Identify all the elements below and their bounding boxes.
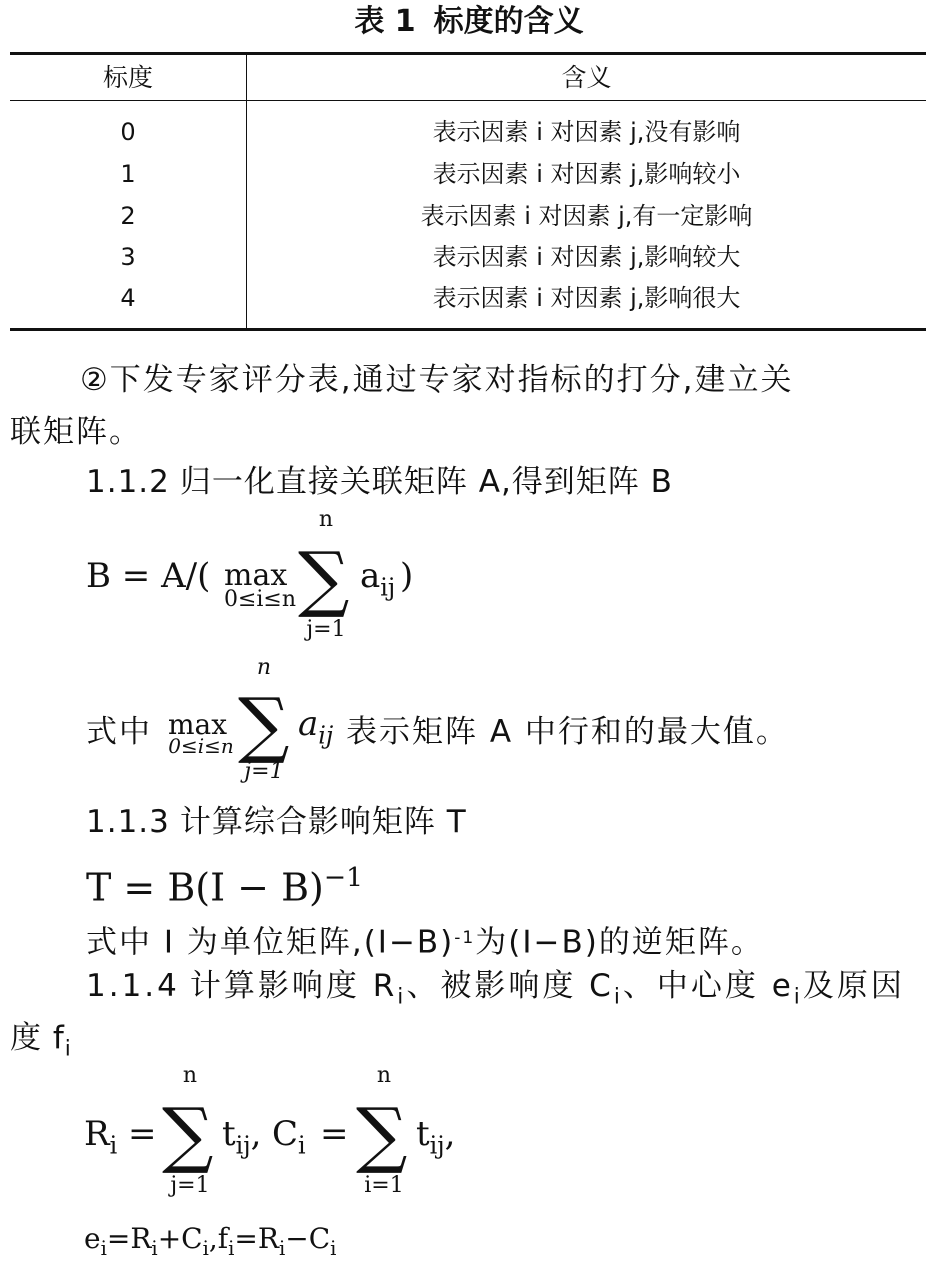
table-header-meaning: 含义 <box>561 63 612 92</box>
subscript: i <box>64 1036 72 1062</box>
subscript: i <box>202 1236 209 1260</box>
term-subscript: ij <box>429 1131 445 1160</box>
subscript: i <box>397 984 407 1010</box>
explanation-text: 式中 I 为单位矩阵,(I−B) <box>86 924 455 961</box>
sum-upper-limit: n <box>318 507 334 532</box>
section-title: 度 f <box>10 1020 65 1056</box>
paragraph-line: 联矩阵。 <box>10 414 142 450</box>
subscript: i <box>100 1236 107 1260</box>
subscript: i <box>278 1236 286 1260</box>
equation-t <box>86 854 363 912</box>
table-cell-meaning: 表示因素 i 对因素 j,影响较小 <box>432 160 741 188</box>
subscript: i <box>330 1236 337 1260</box>
section-title: 归一化直接关联矩阵 A,得到矩阵 B <box>179 464 673 500</box>
paragraph-line: ②下发专家评分表,通过专家对指标的打分,建立关 <box>80 362 794 398</box>
sum-sign: ∑ <box>162 1092 214 1176</box>
r-subscript: i <box>109 1131 118 1160</box>
sum-upper-limit: n <box>376 1063 392 1088</box>
table-top-rule <box>10 52 926 55</box>
table-cell-scale: 0 <box>120 118 136 146</box>
explanation-text: 为(I−B)的逆矩阵。 <box>475 924 764 961</box>
subscript: i <box>151 1236 158 1260</box>
sum-lower-limit: j=1 <box>306 617 346 642</box>
max-subscript: 0≤i≤n <box>168 734 234 758</box>
section-heading-1-1-4 <box>86 964 905 1020</box>
table-cell-meaning: 表示因素 i 对因素 j,有一定影响 <box>420 202 753 230</box>
sum-upper-limit: n <box>256 655 272 680</box>
table-cell-scale: 1 <box>120 160 136 188</box>
table-caption <box>0 2 938 42</box>
table-bottom-rule <box>10 328 926 331</box>
sum-sign: ∑ <box>356 1092 408 1176</box>
section-heading-1-1-3 <box>86 800 467 844</box>
section-title: 、中心度 e <box>622 968 794 1004</box>
section-title: 及原因 <box>802 968 905 1004</box>
equation-text: =R <box>234 1222 279 1255</box>
term-base: a <box>360 556 381 596</box>
sum-term <box>222 1114 261 1165</box>
table-cell-scale: 3 <box>120 243 136 271</box>
comma: , <box>444 1114 456 1154</box>
section-number: 1.1.2 <box>86 464 170 500</box>
sum-upper-limit: n <box>182 1063 198 1088</box>
table-cell-meaning: 表示因素 i 对因素 j,没有影响 <box>432 118 741 146</box>
equation-superscript: −1 <box>323 862 364 893</box>
table-cell-scale: 4 <box>120 284 136 312</box>
equation-text: +C <box>157 1222 203 1255</box>
equals-sign: = <box>128 1114 157 1154</box>
sum-term <box>416 1114 455 1165</box>
subscript: i <box>228 1236 235 1260</box>
table-header-scale: 标度 <box>102 63 153 92</box>
r-symbol: R <box>84 1114 110 1154</box>
section-heading-1-1-2 <box>86 460 673 504</box>
table-cell-meaning: 表示因素 i 对因素 j,影响较大 <box>432 243 741 271</box>
term-base: t <box>222 1114 236 1154</box>
explanation-inverse <box>86 912 764 968</box>
section-title: 、被影响度 C <box>406 968 614 1004</box>
sum-lower-limit: j=1 <box>244 759 284 784</box>
term-subscript: ij <box>318 721 334 750</box>
table-caption-number: 表 1 <box>354 4 416 39</box>
subscript: i <box>793 984 803 1010</box>
c-subscript: i <box>298 1131 306 1160</box>
sum-lower-limit: i=1 <box>364 1173 404 1198</box>
equation-r <box>84 1114 117 1165</box>
term-subscript: ij <box>380 573 396 602</box>
e-symbol: e <box>84 1222 101 1255</box>
sum-term <box>360 556 395 607</box>
equation-lhs: B = A/( <box>86 556 211 596</box>
table-cell-meaning: 表示因素 i 对因素 j,影响很大 <box>432 284 741 312</box>
subscript: i <box>613 984 623 1010</box>
section-title: 计算影响度 R <box>189 968 398 1004</box>
equals-sign: = <box>320 1114 349 1154</box>
sum-term <box>298 704 333 755</box>
comma: , <box>250 1114 262 1154</box>
section-number: 1.1.4 <box>86 968 180 1004</box>
equation-e-f <box>84 1222 336 1266</box>
term-base: a <box>298 704 319 744</box>
section-heading-continuation <box>10 1016 72 1072</box>
term-base: t <box>416 1114 430 1154</box>
equation-text: −C <box>285 1222 331 1255</box>
table-cell-scale: 2 <box>120 202 136 230</box>
equation-body: T = B(I − B) <box>86 865 324 910</box>
equation-text: =R <box>106 1222 152 1255</box>
explanation-suffix: 表示矩阵 A 中行和的最大值。 <box>346 714 789 750</box>
equation-c <box>272 1114 306 1165</box>
explanation-prefix: 式中 <box>86 714 152 750</box>
sum-sign: ∑ <box>298 536 350 620</box>
max-subscript: 0≤i≤n <box>223 587 297 612</box>
section-title: 计算综合影响矩阵 T <box>179 804 467 840</box>
table-caption-title: 标度的含义 <box>433 4 584 39</box>
equation-text: ,f <box>208 1222 229 1255</box>
table-header-rule <box>10 100 926 101</box>
sum-lower-limit: j=1 <box>170 1173 210 1198</box>
term-subscript: ij <box>235 1131 251 1160</box>
max-operator: max <box>168 708 228 741</box>
sum-sign: ∑ <box>238 682 290 766</box>
c-symbol: C <box>272 1114 299 1154</box>
section-number: 1.1.3 <box>86 804 170 840</box>
explanation-superscript: -1 <box>454 928 476 948</box>
equation-close-paren: ) <box>400 556 414 596</box>
max-operator: max <box>224 558 288 593</box>
